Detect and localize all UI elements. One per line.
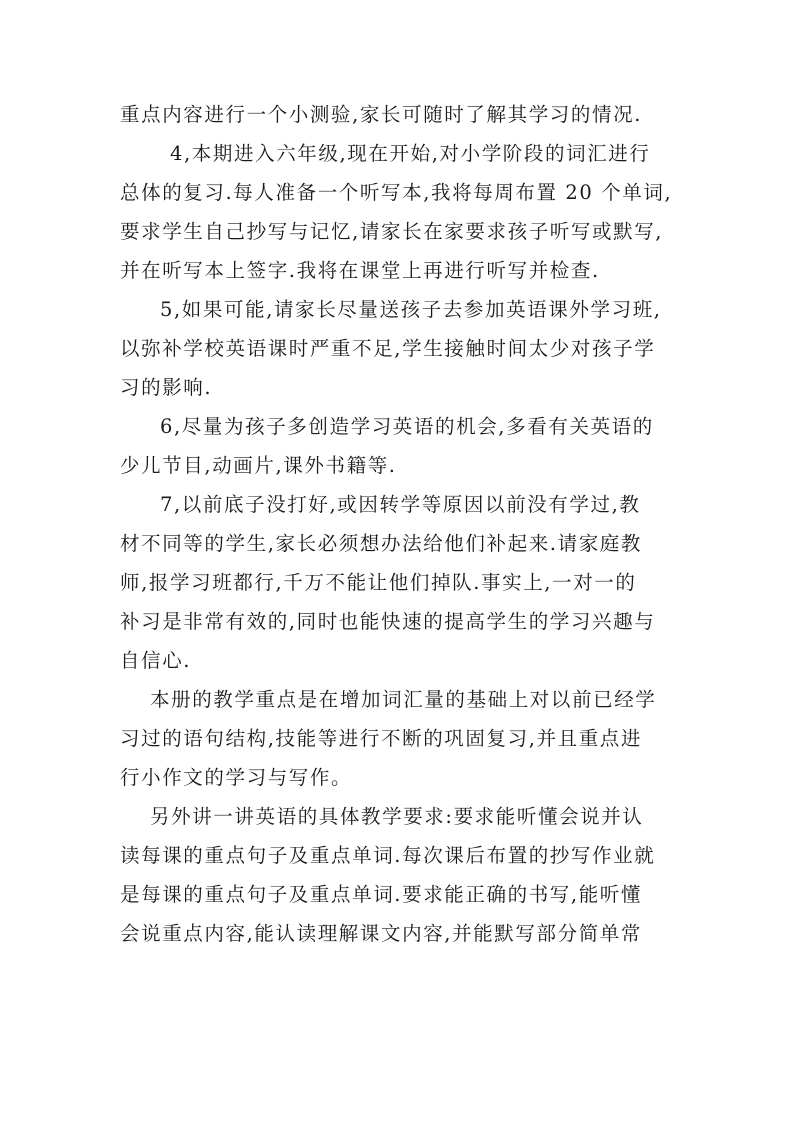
text-line: 材不同等的学生,家长必须想办法给他们补起来.请家庭教 bbox=[120, 532, 642, 555]
text-line: 总体的复习.每人准备一个听写本,我将每周布置 20 个单词, bbox=[120, 181, 673, 204]
text-line: 行小作文的学习与写作。 bbox=[120, 766, 353, 789]
text-line: 是每课的重点句子及重点单词.要求能正确的书写,能听懂 bbox=[120, 883, 642, 906]
text-line: 并在听写本上签字.我将在课堂上再进行听写并检查. bbox=[120, 259, 600, 282]
text-line: 习过的语句结构,技能等进行不断的巩固复习,并且重点进 bbox=[120, 727, 642, 750]
text-line: 要求学生自己抄写与记忆,请家长在家要求孩子听写或默写, bbox=[120, 220, 664, 243]
text-line: 4,本期进入六年级,现在开始,对小学阶段的词汇进行 bbox=[170, 142, 651, 165]
text-line: 少儿节目,动画片,课外书籍等. bbox=[120, 454, 397, 477]
text-line: 自信心. bbox=[120, 649, 192, 672]
text-line: 7,以前底子没打好,或因转学等原因以前没有学过,教 bbox=[160, 493, 641, 516]
text-line: 读每课的重点句子及重点单词.每次课后布置的抄写作业就 bbox=[120, 844, 656, 867]
text-line: 会说重点内容,能认读理解课文内容,并能默写部分简单常 bbox=[120, 922, 642, 945]
text-line: 另外讲一讲英语的具体教学要求:要求能听懂会说并认 bbox=[150, 805, 644, 828]
text-line: 5,如果可能,请家长尽量送孩子去参加英语课外学习班, bbox=[160, 298, 662, 321]
text-line: 本册的教学重点是在增加词汇量的基础上对以前已经学 bbox=[150, 688, 657, 711]
text-line: 补习是非常有效的,同时也能快速的提高学生的学习兴趣与 bbox=[120, 610, 656, 633]
text-line: 师,报学习班都行,千万不能让他们掉队.事实上,一对一的 bbox=[120, 571, 637, 594]
text-line: 重点内容进行一个小测验,家长可随时了解其学习的情况. bbox=[120, 103, 642, 126]
text-line: 以弥补学校英语课时严重不足,学生接触时间太少对孩子学 bbox=[120, 337, 656, 360]
text-line: 习的影响. bbox=[120, 376, 213, 399]
text-line: 6,尽量为孩子多创造学习英语的机会,多看有关英语的 bbox=[160, 415, 654, 438]
